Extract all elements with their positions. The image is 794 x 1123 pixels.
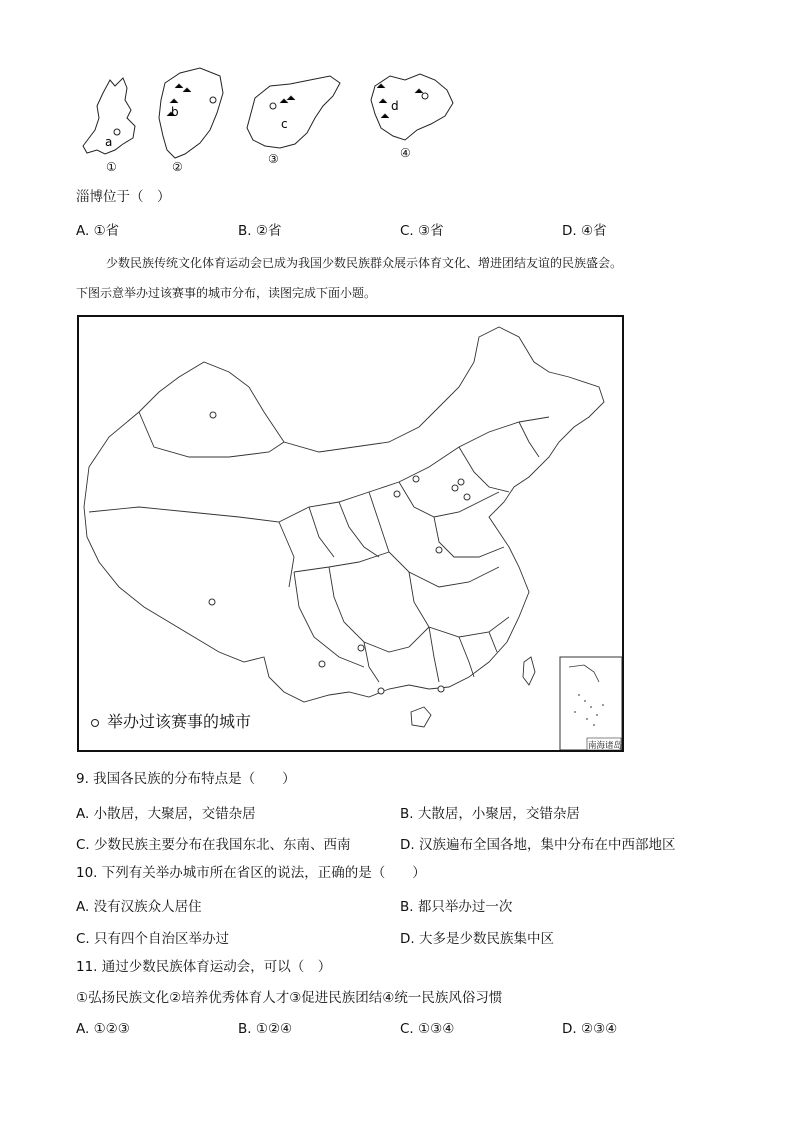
city-marker [358, 645, 364, 651]
shape-letter-c: c [281, 117, 288, 131]
south-china-sea-inset [560, 657, 622, 751]
passage-line-2: 下图示意举办过该赛事的城市分布，读图完成下面小题。 [76, 286, 377, 300]
city-marker [458, 479, 464, 485]
city-marker [464, 494, 470, 500]
q10-stem: 10. 下列有关举办城市所在省区的说法，正确的是（ ） [76, 865, 426, 881]
q8-option-b[interactable]: B. ②省 [238, 223, 282, 239]
q10-option-b[interactable]: B. 都只举办过一次 [400, 899, 513, 915]
city-marker [378, 688, 384, 694]
q11-option-d[interactable]: D. ②③④ [562, 1021, 618, 1037]
q10-option-a[interactable]: A. 没有汉族众人居住 [76, 899, 202, 915]
province-shape-3 [247, 76, 340, 148]
q8-option-d[interactable]: D. ④省 [562, 223, 607, 239]
q11-items: ①弘扬民族文化②培养优秀体育人才③促进民族团结④统一民族风俗习惯 [76, 990, 503, 1006]
city-marker [438, 686, 444, 692]
city-marker [210, 412, 216, 418]
city-marker [394, 491, 400, 497]
map-legend [91, 709, 251, 732]
q9-option-d[interactable]: D. 汉族遍布全国各地，集中分布在中西部地区 [400, 837, 676, 853]
q11-stem: 11. 通过少数民族体育运动会，可以（ ） [76, 959, 332, 975]
city-marker [413, 476, 419, 482]
china-map-frame [77, 315, 624, 752]
q9-option-a[interactable]: A. 小散居，大聚居，交错杂居 [76, 806, 256, 822]
city-marker [452, 485, 458, 491]
legend-circle-icon [91, 719, 99, 727]
taiwan-island [523, 657, 535, 685]
q8-option-c[interactable]: C. ③省 [400, 223, 444, 239]
city-marker [319, 661, 325, 667]
city-marker [436, 547, 442, 553]
q9-stem: 9. 我国各民族的分布特点是（ ） [76, 771, 296, 787]
q10-option-c[interactable]: C. 只有四个自治区举办过 [76, 931, 230, 947]
shape-label-3: ③ [268, 152, 279, 166]
q11-option-a[interactable]: A. ①②③ [76, 1021, 130, 1037]
china-map [79, 317, 624, 752]
shape-letter-d: d [391, 99, 399, 113]
passage-line-1: 少数民族传统文化体育运动会已成为我国少数民族群众展示体育文化、增进团结友谊的民族盛会。 [106, 256, 623, 270]
shape-letter-b: b [171, 105, 179, 119]
shape-label-2: ② [172, 160, 183, 174]
inset-label: 南海诸岛 [588, 741, 623, 751]
province-shape-4 [371, 74, 453, 140]
shape-label-1: ① [106, 160, 117, 174]
q11-option-b[interactable]: B. ①②④ [238, 1021, 293, 1037]
city-marker [209, 599, 215, 605]
hainan-island [411, 707, 431, 727]
province-shape-2 [159, 68, 223, 158]
shape-letter-a: a [105, 135, 113, 149]
q8-stem: 淄博位于（ ） [76, 189, 171, 205]
q9-option-c[interactable]: C. 少数民族主要分布在我国东北、东南、西南 [76, 837, 351, 853]
q8-option-a[interactable]: A. ①省 [76, 223, 120, 239]
q10-option-d[interactable]: D. 大多是少数民族集中区 [400, 931, 554, 947]
legend-text: 举办过该赛事的城市 [107, 712, 252, 731]
q11-option-c[interactable]: C. ①③④ [400, 1021, 455, 1037]
shape-label-4: ④ [400, 146, 411, 160]
q9-option-b[interactable]: B. 大散居，小聚居，交错杂居 [400, 806, 580, 822]
